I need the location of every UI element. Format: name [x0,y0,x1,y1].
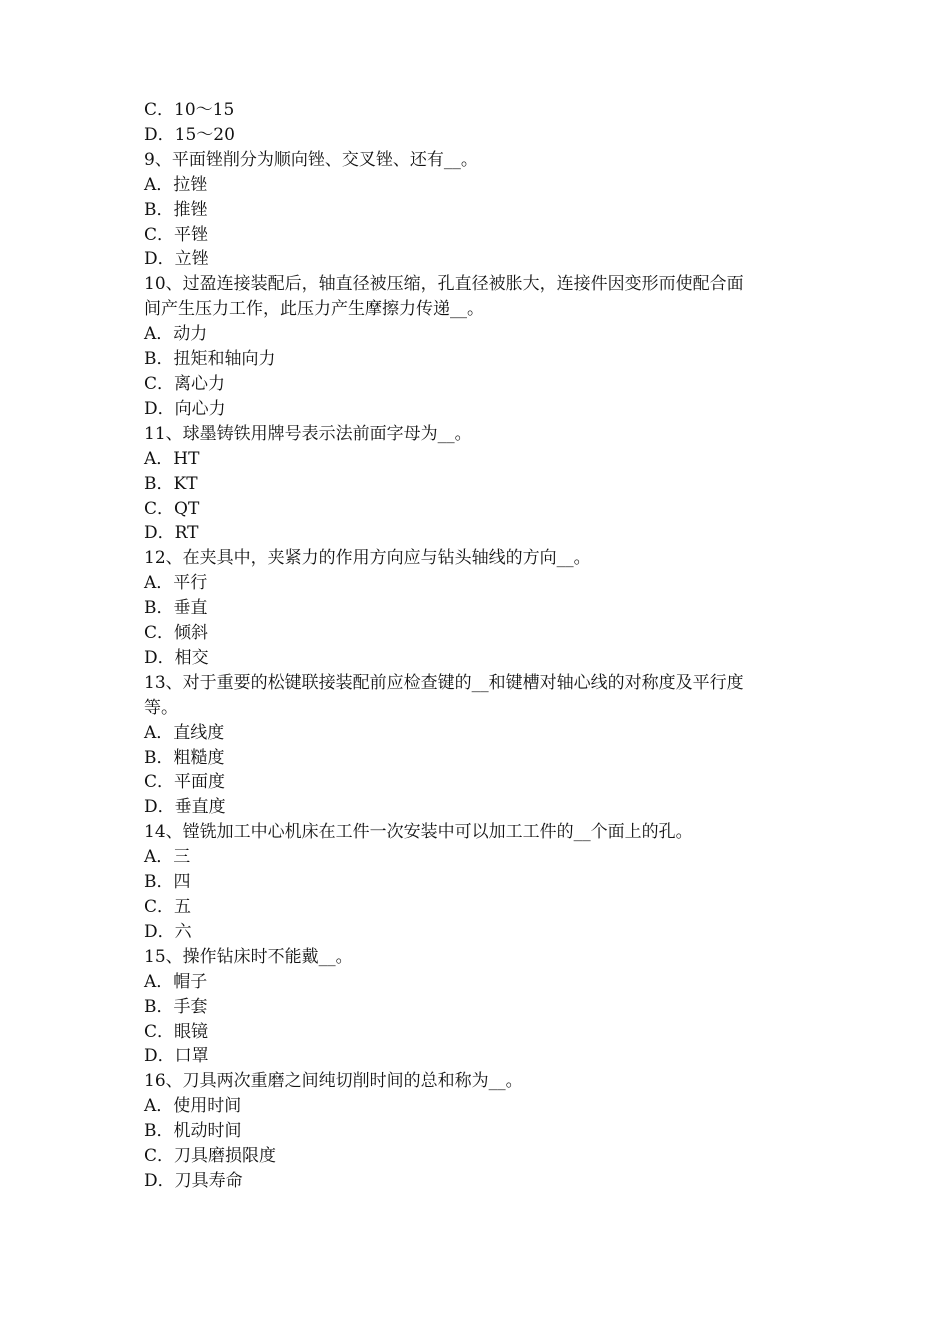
answer-option-line: D．垂直度 [144,797,226,818]
answer-option-line: B．KT [144,473,198,494]
answer-option-line: C．眼镜 [144,1021,209,1042]
answer-option-line: C．10～15 [144,100,235,120]
answer-option-line: B．四 [144,872,191,893]
answer-option-line: A．HT [144,448,200,469]
answer-option-line: C．平锉 [144,224,209,245]
question-text-line: 间产生压力工作，此压力产生摩擦力传递__。 [144,299,484,320]
answer-option-line: D．六 [144,921,192,942]
document-page [144,98,816,1194]
answer-option-line: C．五 [144,897,192,917]
answer-option-line: C．离心力 [144,373,226,394]
answer-option-line: B．机动时间 [144,1121,242,1142]
answer-option-line: D．RT [144,523,199,544]
answer-option-line: A．帽子 [144,971,208,992]
answer-option-line: C．平面度 [144,772,226,793]
question-text-line: 12、在夹具中，夹紧力的作用方向应与钻头轴线的方向__。 [144,548,591,569]
question-text-line: 14、镗铣加工中心机床在工件一次安装中可以加工工件的__个面上的孔。 [144,822,693,843]
answer-option-line: B．推锉 [144,199,208,220]
question-text-line: 11、球墨铸铁用牌号表示法前面字母为__。 [144,423,472,444]
answer-option-line: B．手套 [144,996,208,1017]
question-text-line: 等。 [144,697,178,718]
answer-option-line: A．使用时间 [144,1096,242,1117]
answer-option-line: B．扭矩和轴向力 [144,349,276,370]
answer-option-line: C．QT [144,498,200,519]
question-text-line: 9、平面锉削分为顺向锉、交叉锉、还有__。 [144,149,478,170]
answer-option-line: A．动力 [144,324,208,345]
answer-option-line: B．垂直 [144,598,208,619]
answer-option-line: A．平行 [144,573,208,594]
answer-option-line: D．立锉 [144,249,209,270]
question-text-line: 16、刀具两次重磨之间纯切削时间的总和称为__。 [144,1071,523,1092]
answer-option-line: D．向心力 [144,398,226,419]
answer-option-line: D．刀具寿命 [144,1170,243,1191]
answer-option-line: D．相交 [144,647,209,668]
question-text-line: 13、对于重要的松键联接装配前应检查键的__和键槽对轴心线的对称度及平行度 [144,672,744,693]
answer-option-line: C．刀具磨损限度 [144,1146,277,1167]
answer-option-line: A．三 [144,847,191,868]
answer-option-line: C．倾斜 [144,623,209,644]
answer-option-line: D．15～20 [144,124,235,145]
answer-option-line: A．拉锉 [144,174,208,195]
answer-option-line: D．口罩 [144,1046,209,1067]
question-text-line: 15、操作钻床时不能戴__。 [144,946,353,967]
answer-option-line: A．直线度 [144,722,225,743]
question-text-line: 10、过盈连接装配后，轴直径被压缩，孔直径被胀大，连接件因变形而使配合面 [144,274,744,295]
answer-option-line: B．粗糙度 [144,747,225,768]
